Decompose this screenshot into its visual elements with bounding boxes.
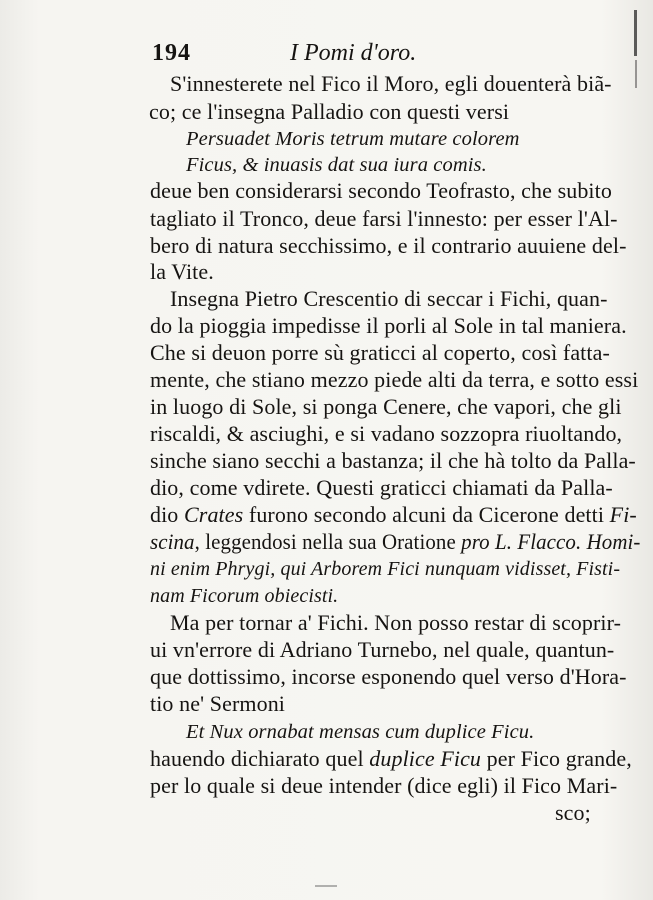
text-line: bero di natura secchissimo, e il contrario auuiene del- bbox=[150, 233, 627, 258]
page-header bbox=[152, 38, 572, 68]
text-line: S'innesterete nel Fico il Moro, egli douenterà biã- bbox=[170, 71, 612, 96]
text-line: in luogo di Sole, si ponga Cenere, che vapori, che gli bbox=[150, 394, 622, 419]
italic-run: Crates bbox=[184, 502, 244, 527]
verse-line: Persuadet Moris tetrum mutare colorem bbox=[186, 128, 520, 150]
page-bottom-mark bbox=[315, 885, 337, 887]
italic-run: duplice Ficu bbox=[369, 746, 482, 771]
running-head: I Pomi d'oro. bbox=[290, 40, 417, 66]
text-line: sinche siano secchi a bastanza; il che hà tolto da Palla- bbox=[150, 448, 636, 473]
catchword: sco; bbox=[555, 800, 591, 825]
text-line: riscaldi, & asciughi, e si vadano sozzopra riuoltando, bbox=[150, 421, 623, 446]
text-line: la Vite. bbox=[150, 259, 214, 284]
text-run: hauendo dichiarato quel bbox=[150, 746, 370, 771]
text-run: dio bbox=[150, 502, 185, 527]
text-line: do la pioggia impedisse il porli al Sole in tal maniera. bbox=[150, 313, 627, 338]
text-run: furono secondo alcuni da Cicerone detti bbox=[243, 502, 610, 527]
text-line: ni enim Phrygi, qui Arborem Fici nunquam vidisset, Fisti- bbox=[150, 558, 621, 580]
text-line: per lo quale si deue intender (dice egli) il Fico Mari- bbox=[150, 773, 618, 798]
text-line: nam Ficorum obiecisti. bbox=[150, 585, 339, 607]
text-line: Insegna Pietro Crescentio di seccar i Fichi, quan- bbox=[170, 286, 608, 311]
text-line: ui vn'errore di Adriano Turnebo, nel quale, quantun- bbox=[150, 637, 615, 662]
text-line bbox=[150, 746, 632, 774]
text-run: per Fico grande, bbox=[481, 746, 632, 771]
verse-line: Ficus, & inuasis dat sua iura comis. bbox=[186, 154, 487, 176]
text-line: Che si deuon porre sù graticci al coperto, così fatta- bbox=[150, 340, 610, 365]
text-run: , leggendosi nella sua Oratione bbox=[194, 529, 462, 554]
text-line: tio ne' Sermoni bbox=[150, 691, 286, 716]
text-line: deue ben considerarsi secondo Teofrasto, che subito bbox=[150, 178, 612, 203]
page-number: 194 bbox=[152, 40, 191, 66]
text-line: tagliato il Tronco, deue farsi l'innesto: per esser l'Al- bbox=[150, 206, 618, 231]
text-line: que dottissimo, incorse esponendo quel verso d'Hora- bbox=[150, 664, 627, 689]
page-edge-mark-lower bbox=[635, 60, 637, 88]
text-line: co; ce l'insegna Palladio con questi versi bbox=[149, 99, 510, 124]
text-line: dio, come vdirete. Questi graticci chiamati da Palla- bbox=[150, 475, 613, 500]
text-line: mente, che stiano mezzo piede alti da terra, e sotto essi bbox=[150, 367, 639, 392]
italic-run: scina bbox=[150, 529, 195, 554]
verse-line: Et Nux ornabat mensas cum duplice Ficu. bbox=[186, 721, 535, 743]
italic-run: pro L. Flacco. Homi- bbox=[461, 529, 641, 554]
text-line bbox=[150, 529, 640, 557]
text-line: Ma per tornar a' Fichi. Non posso restar di scoprir- bbox=[170, 610, 622, 635]
page-edge-mark bbox=[634, 10, 637, 56]
italic-run: Fi- bbox=[609, 502, 637, 527]
text-line bbox=[150, 502, 637, 530]
